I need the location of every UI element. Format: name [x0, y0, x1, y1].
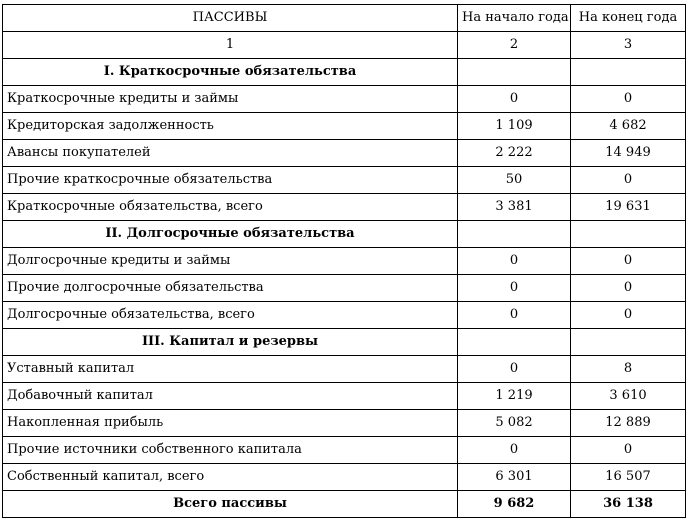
- empty-cell: [458, 59, 571, 86]
- table-row: [3, 167, 686, 194]
- row-label: Прочие долгосрочные обязательства: [3, 275, 458, 302]
- header-row: [3, 5, 686, 32]
- start-value: 6 301: [458, 464, 571, 491]
- row-label: Прочие краткосрочные обязательства: [3, 167, 458, 194]
- column-index-2: 2: [458, 32, 571, 59]
- start-value: 0: [458, 302, 571, 329]
- section-title-equity: III. Капитал и резервы: [3, 329, 458, 356]
- column-index-3: 3: [571, 32, 686, 59]
- empty-cell: [571, 59, 686, 86]
- header-start-of-year: На начало года: [458, 5, 571, 32]
- end-value: 0: [571, 86, 686, 113]
- start-value: 1 109: [458, 113, 571, 140]
- total-end-value: 36 138: [571, 491, 686, 518]
- header-liabilities: ПАССИВЫ: [3, 5, 458, 32]
- end-value: 8: [571, 356, 686, 383]
- end-value: 0: [571, 302, 686, 329]
- total-label: Всего пассивы: [3, 491, 458, 518]
- end-value: 16 507: [571, 464, 686, 491]
- header-end-of-year: На конец года: [571, 5, 686, 32]
- table-row: [3, 356, 686, 383]
- empty-cell: [571, 221, 686, 248]
- row-label: Долгосрочные кредиты и займы: [3, 248, 458, 275]
- row-label: Уставный капитал: [3, 356, 458, 383]
- start-value: 0: [458, 437, 571, 464]
- table-row: [3, 140, 686, 167]
- empty-cell: [458, 329, 571, 356]
- table-row: [3, 248, 686, 275]
- row-label: Прочие источники собственного капитала: [3, 437, 458, 464]
- table-row: [3, 86, 686, 113]
- table-row: [3, 437, 686, 464]
- row-label: Долгосрочные обязательства, всего: [3, 302, 458, 329]
- row-label: Краткосрочные кредиты и займы: [3, 86, 458, 113]
- subtotal-row: [3, 194, 686, 221]
- section-header-row: [3, 59, 686, 86]
- end-value: 0: [571, 248, 686, 275]
- start-value: 3 381: [458, 194, 571, 221]
- column-index-row: [3, 32, 686, 59]
- column-index-1: 1: [3, 32, 458, 59]
- start-value: 0: [458, 356, 571, 383]
- end-value: 3 610: [571, 383, 686, 410]
- empty-cell: [571, 329, 686, 356]
- start-value: 0: [458, 275, 571, 302]
- table-row: [3, 275, 686, 302]
- table-row: [3, 113, 686, 140]
- row-label: Авансы покупателей: [3, 140, 458, 167]
- end-value: 14 949: [571, 140, 686, 167]
- start-value: 0: [458, 86, 571, 113]
- liabilities-table: [2, 4, 686, 518]
- section-header-row: [3, 329, 686, 356]
- section-title-short-term: I. Краткосрочные обязательства: [3, 59, 458, 86]
- table-row: [3, 410, 686, 437]
- grand-total-row: [3, 491, 686, 518]
- start-value: 0: [458, 248, 571, 275]
- subtotal-row: [3, 302, 686, 329]
- start-value: 2 222: [458, 140, 571, 167]
- start-value: 1 219: [458, 383, 571, 410]
- table-row: [3, 383, 686, 410]
- section-title-long-term: II. Долгосрочные обязательства: [3, 221, 458, 248]
- row-label: Накопленная прибыль: [3, 410, 458, 437]
- end-value: 0: [571, 167, 686, 194]
- subtotal-row: [3, 464, 686, 491]
- end-value: 19 631: [571, 194, 686, 221]
- row-label: Собственный капитал, всего: [3, 464, 458, 491]
- end-value: 0: [571, 275, 686, 302]
- section-header-row: [3, 221, 686, 248]
- row-label: Краткосрочные обязательства, всего: [3, 194, 458, 221]
- end-value: 12 889: [571, 410, 686, 437]
- end-value: 4 682: [571, 113, 686, 140]
- start-value: 50: [458, 167, 571, 194]
- start-value: 5 082: [458, 410, 571, 437]
- row-label: Добавочный капитал: [3, 383, 458, 410]
- row-label: Кредиторская задолженность: [3, 113, 458, 140]
- empty-cell: [458, 221, 571, 248]
- end-value: 0: [571, 437, 686, 464]
- total-start-value: 9 682: [458, 491, 571, 518]
